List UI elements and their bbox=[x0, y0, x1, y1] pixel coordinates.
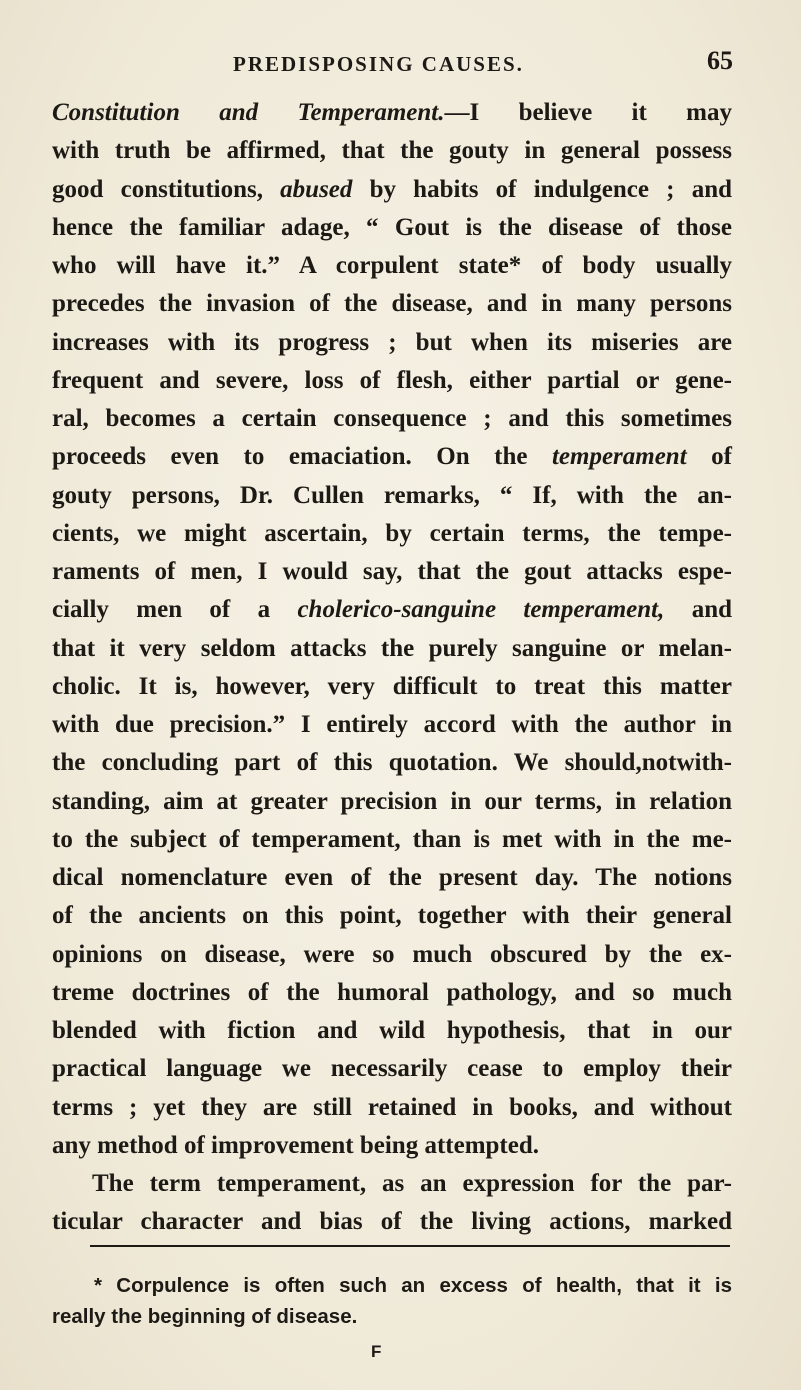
text-span: with due precision.” I entirely accord with the author in bbox=[52, 711, 732, 738]
text-span: treme doctrines of the humoral pathology, and so much bbox=[52, 978, 732, 1006]
text-line bbox=[52, 1050, 732, 1088]
text-span: cholic. It is, however, very difficult to treat this matter bbox=[52, 672, 732, 700]
running-head: PREDISPOSING CAUSES. bbox=[233, 52, 524, 76]
text-line bbox=[52, 744, 732, 782]
text-line bbox=[52, 553, 732, 591]
text-span: by habits of indulgence ; and bbox=[352, 175, 732, 203]
text-line bbox=[52, 400, 732, 438]
footnote-rule bbox=[90, 1245, 730, 1247]
text-line bbox=[52, 783, 732, 821]
text-span: and bbox=[664, 596, 733, 624]
footnote bbox=[52, 1270, 732, 1332]
text-line bbox=[52, 936, 732, 974]
text-line bbox=[52, 630, 732, 668]
text-span: gouty persons, Dr. Cullen remarks, “ If, with the an- bbox=[52, 481, 732, 509]
text-span: —I believe it may bbox=[444, 99, 732, 126]
text-span: terms ; yet they are still retained in books, and without bbox=[52, 1093, 732, 1121]
text-span: frequent and severe, loss of flesh, either partial or gene- bbox=[52, 366, 732, 394]
text-line bbox=[52, 974, 732, 1012]
text-span: precedes the invasion of the disease, and in many persons bbox=[52, 290, 732, 318]
text-line bbox=[52, 362, 732, 400]
text-line bbox=[52, 94, 732, 132]
text-span: raments of men, I would say, that the gout attacks espe- bbox=[52, 558, 732, 585]
text-span: with truth be affirmed, that the gouty in general possess bbox=[52, 137, 732, 165]
text-line bbox=[52, 1203, 732, 1241]
text-span: of bbox=[686, 443, 732, 471]
italic-text: abused bbox=[280, 175, 353, 203]
text-line bbox=[52, 247, 732, 285]
footnote-line: really the beginning of disease. bbox=[52, 1305, 358, 1328]
text-line bbox=[52, 1127, 732, 1165]
text-line bbox=[52, 859, 732, 897]
text-line bbox=[52, 132, 732, 170]
text-span: good constitutions, bbox=[52, 175, 281, 203]
text-span: opinions on disease, were so much obscured by the ex- bbox=[52, 940, 732, 968]
text-line bbox=[52, 1012, 732, 1050]
text-line bbox=[52, 1089, 732, 1127]
body-text bbox=[52, 94, 732, 1242]
text-line bbox=[52, 1165, 732, 1203]
text-span: dical nomenclature even of the present day. The notions bbox=[52, 864, 732, 891]
text-span: ral, becomes a certain consequence ; and this sometimes bbox=[52, 405, 732, 432]
text-span: hence the familiar adage, “ Gout is the disease of those bbox=[52, 213, 732, 241]
text-span: cially men of a bbox=[52, 596, 298, 624]
text-line bbox=[52, 324, 732, 362]
text-line bbox=[52, 171, 732, 209]
text-span: The term temperament, as an expression for the par- bbox=[92, 1170, 732, 1197]
text-span: increases with its progress ; but when its miseries are bbox=[52, 328, 732, 356]
text-span: cients, we might ascertain, by certain terms, the tempe- bbox=[52, 519, 732, 547]
italic-text: Constitution and Temperament. bbox=[52, 99, 445, 126]
text-line bbox=[52, 285, 732, 323]
text-span: standing, aim at greater precision in our terms, in relation bbox=[52, 787, 732, 815]
text-line bbox=[52, 477, 732, 515]
text-line bbox=[52, 668, 732, 706]
text-line bbox=[52, 438, 732, 476]
footnote-line: * Corpulence is often such an excess of health, that it is bbox=[94, 1274, 732, 1297]
signature-mark: F bbox=[371, 1342, 382, 1361]
italic-text: cholerico-sanguine temperament, bbox=[297, 596, 665, 624]
text-span: proceeds even to emaciation. On the bbox=[52, 443, 552, 471]
text-span: ticular character and bias of the living actions, marked bbox=[52, 1208, 732, 1236]
text-line bbox=[52, 591, 732, 629]
text-line bbox=[52, 515, 732, 553]
page-number: 65 bbox=[707, 46, 733, 75]
text-span: blended with fiction and wild hypothesis, that in our bbox=[52, 1017, 732, 1044]
text-span: who will have it.” A corpulent state* of body usually bbox=[52, 252, 732, 279]
text-span: to the subject of temperament, than is met with in the me- bbox=[52, 825, 732, 853]
italic-text: temperament bbox=[551, 443, 687, 471]
text-line bbox=[52, 209, 732, 247]
text-span: of the ancients on this point, together with their general bbox=[52, 902, 732, 930]
text-span: practical language we necessarily cease to employ their bbox=[52, 1055, 732, 1083]
text-line bbox=[52, 897, 732, 935]
text-span: the concluding part of this quotation. We should,notwith- bbox=[52, 749, 732, 777]
text-line bbox=[52, 821, 732, 859]
text-span: any method of improvement being attempted. bbox=[52, 1131, 539, 1159]
text-span: that it very seldom attacks the purely sanguine or melan- bbox=[52, 634, 732, 662]
text-line bbox=[52, 706, 732, 744]
